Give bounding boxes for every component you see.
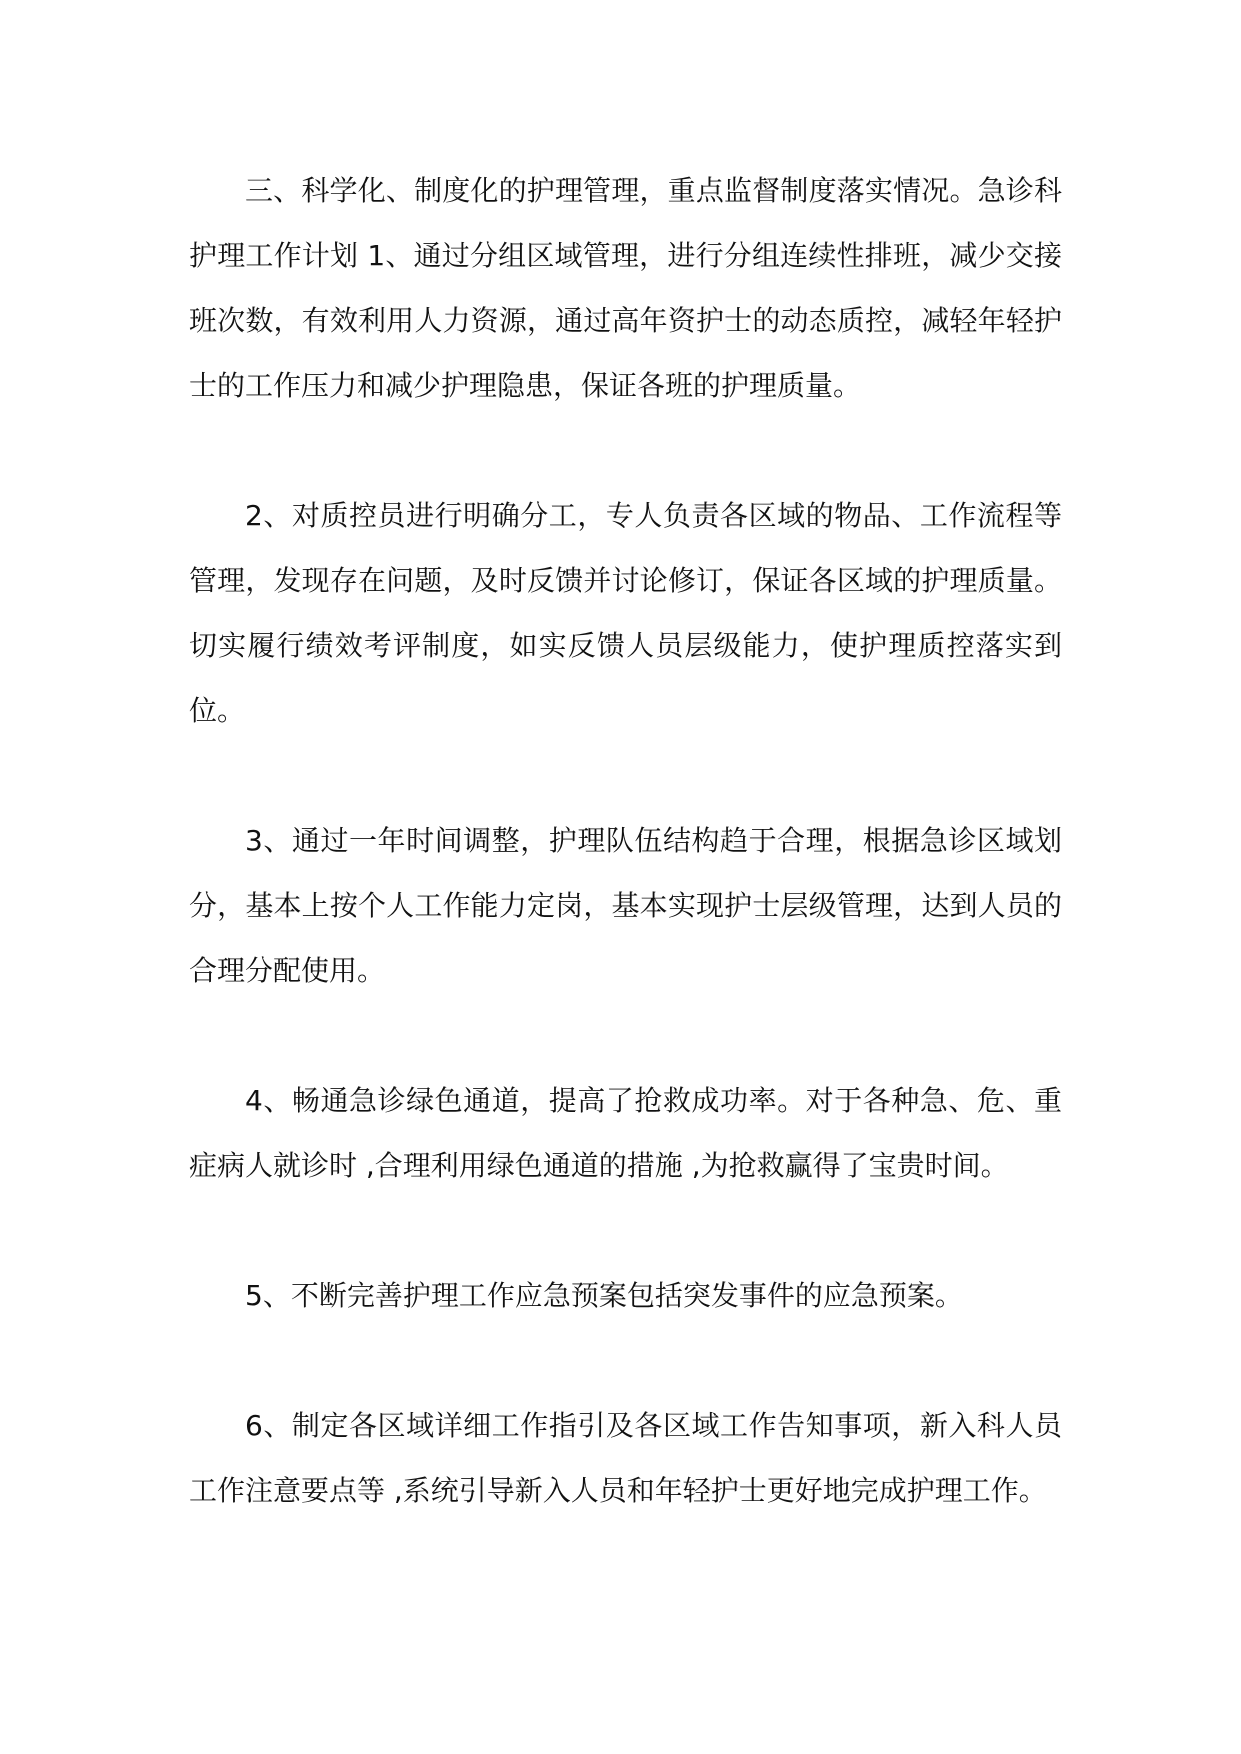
paragraph-2: 2、对质控员进行明确分工，专人负责各区域的物品、工作流程等管理，发现存在问题，及时反馈并讨论修订，保证各区域的护理质量。切实履行绩效考评制度，如实反馈人员层级能力，使护理质控落实到位。 — [189, 499, 1062, 727]
paragraph-1: 三、科学化、制度化的护理管理，重点监督制度落实情况。急诊科护理工作计划 1、通过分组区域管理，进行分组连续性排班，减少交接班次数，有效利用人力资源，通过高年资护士的动态质控，减轻年轻护士的工作压力和减少护理隐患，保证各班的护理质量。 — [189, 174, 1062, 402]
paragraph-5: 5、不断完善护理工作应急预案包括突发事件的应急预案。 — [245, 1279, 963, 1312]
paragraph-3: 3、通过一年时间调整，护理队伍结构趋于合理，根据急诊区域划分，基本上按个人工作能力定岗，基本实现护士层级管理，达到人员的合理分配使用。 — [189, 824, 1062, 987]
document-body — [189, 158, 1062, 1523]
paragraph-6: 6、制定各区域详细工作指引及各区域工作告知事项，新入科人员工作注意要点等 ,系统引导新入人员和年轻护士更好地完成护理工作。 — [189, 1409, 1062, 1507]
paragraph-4: 4、畅通急诊绿色通道，提高了抢救成功率。对于各种急、危、重症病人就诊时 ,合理利用绿色通道的措施 ,为抢救赢得了宝贵时间。 — [189, 1084, 1062, 1182]
